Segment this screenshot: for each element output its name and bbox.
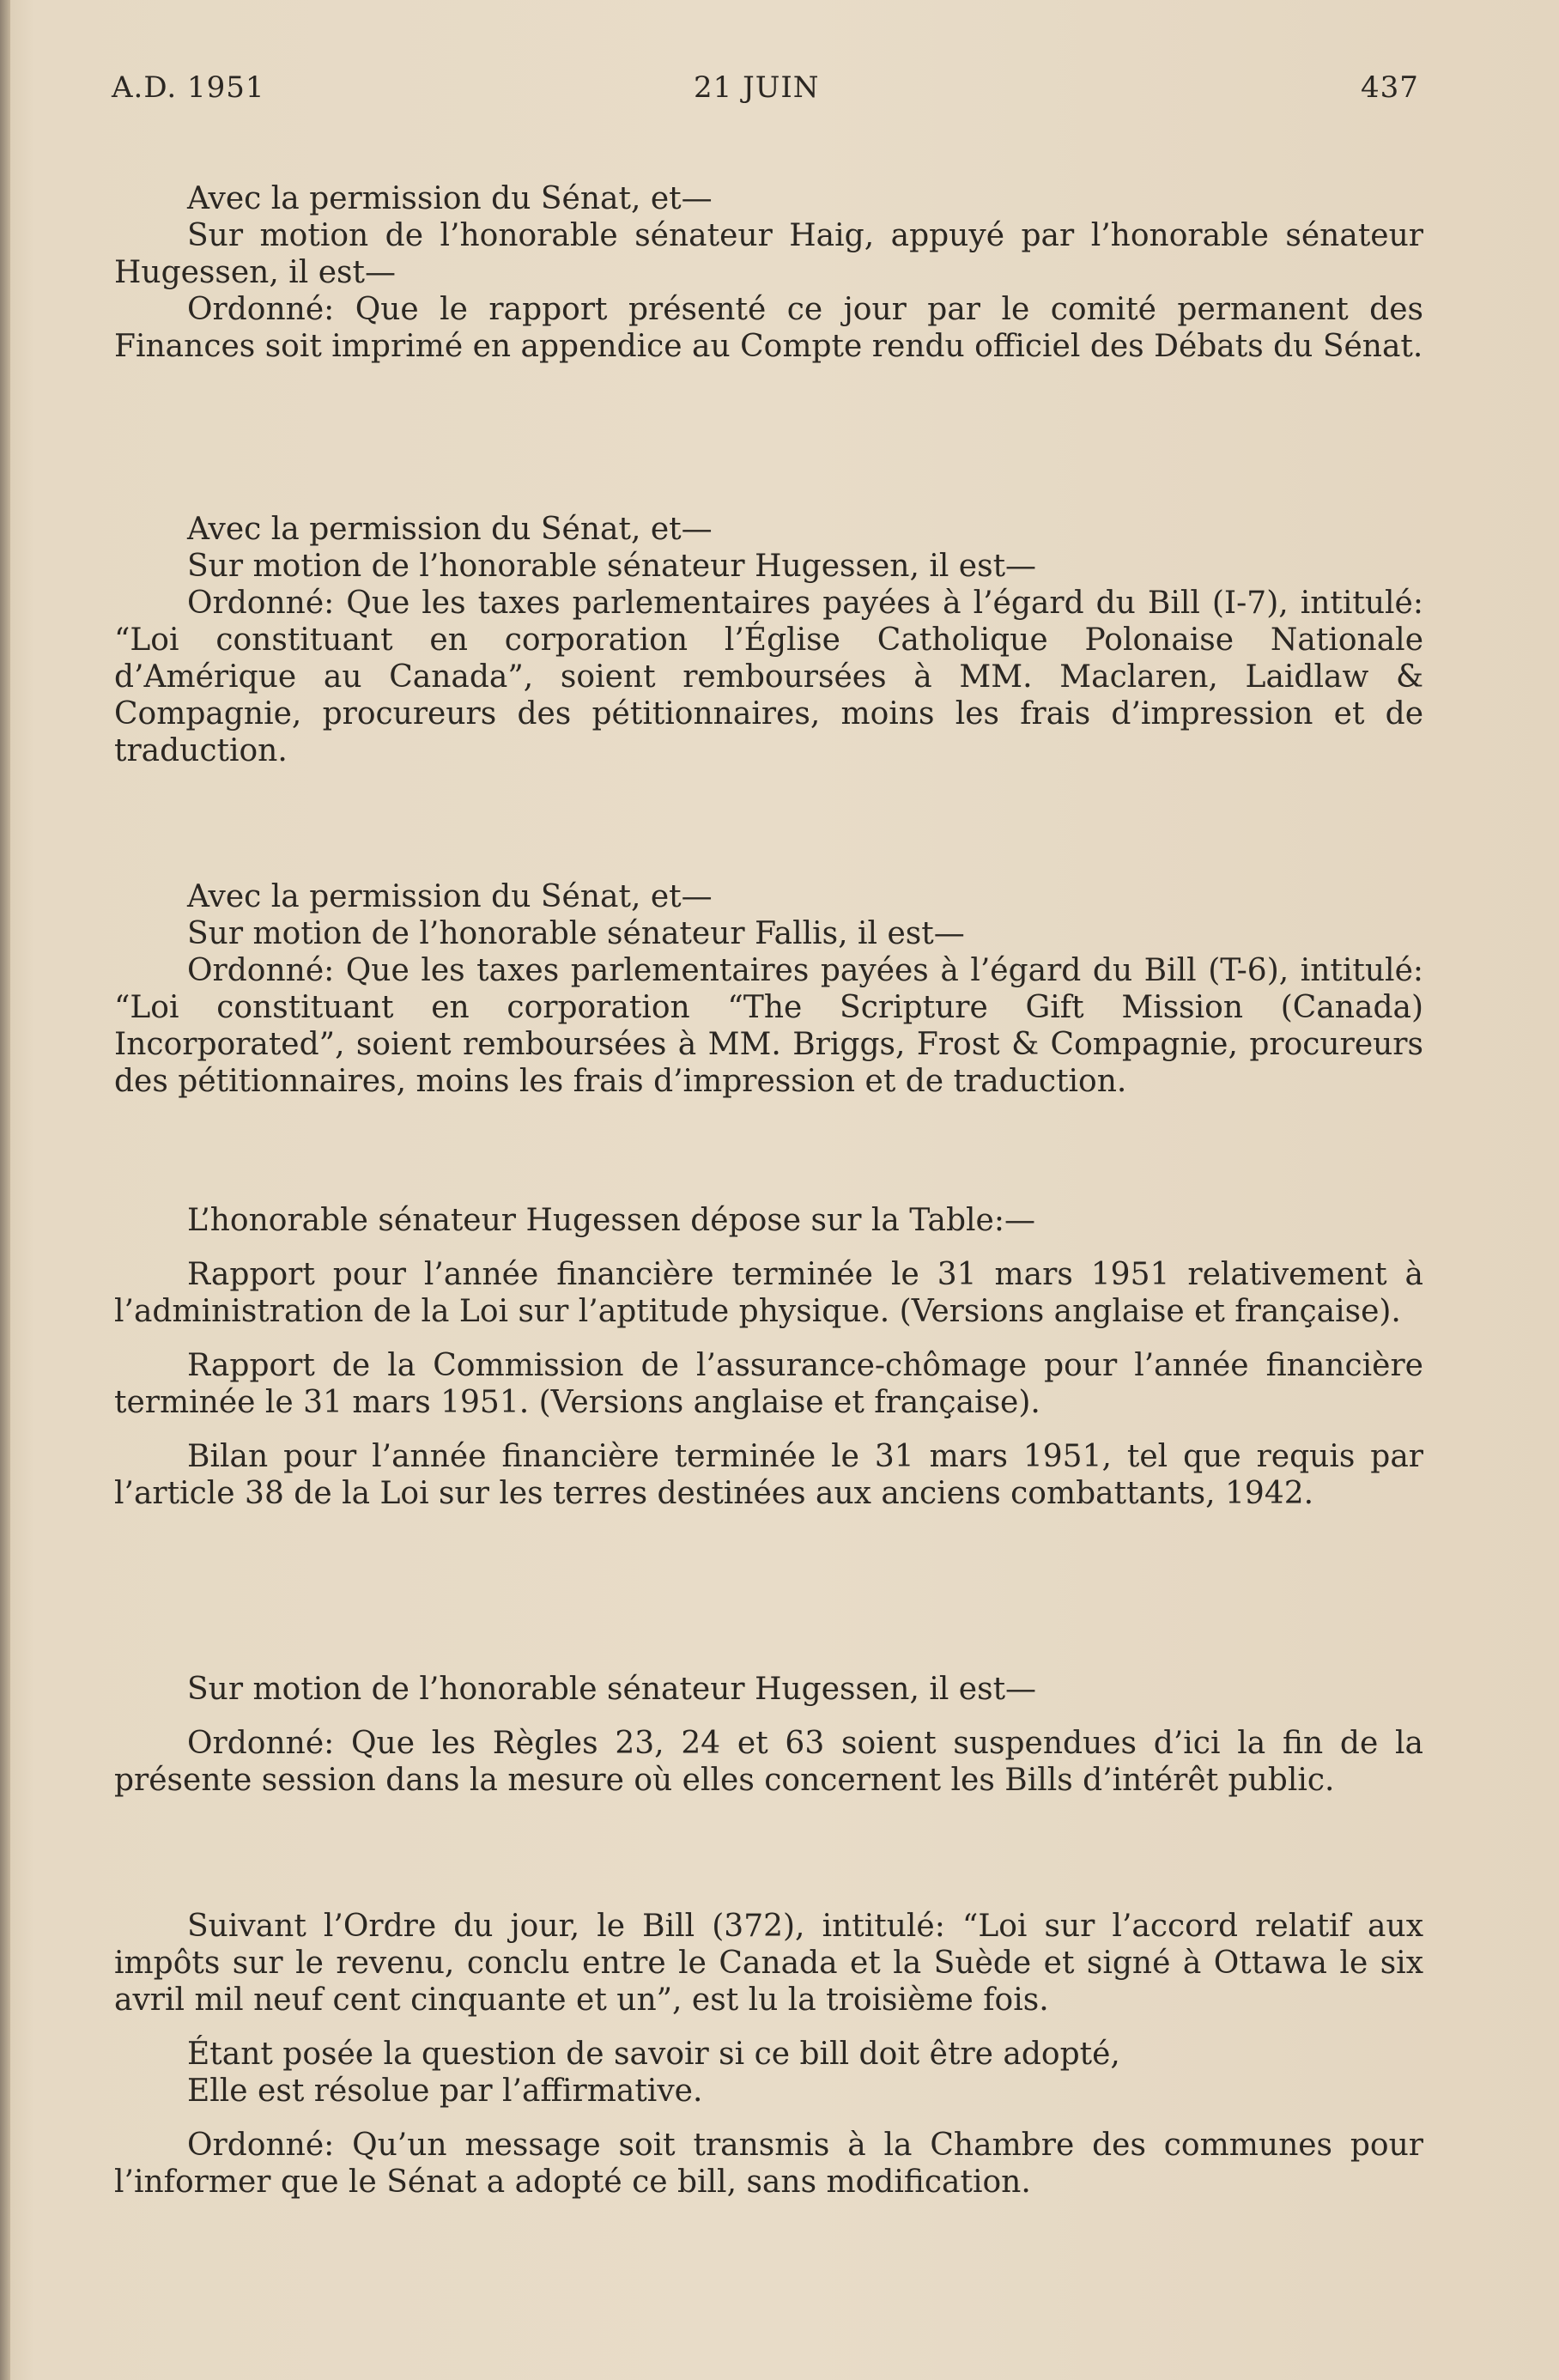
page-binding-edge xyxy=(0,0,10,2380)
entry-intro: Avec la permission du Sénat, et— xyxy=(187,879,713,914)
tabled-document: Bilan pour l’année financière terminée le 31 mars 1951, tel que requis par l’article 38 de la Loi sur les terres destinées aux anciens combattants, 1942. xyxy=(114,1439,1423,1511)
entry-order: Ordonné: Que le rapport présenté ce jour par le comité permanent des Finances soit imprimé en appendice au Compte rendu officiel des Débats du Sénat. xyxy=(114,292,1423,364)
entry-motion: Sur motion de l’honorable sénateur Fallis, il est— xyxy=(187,916,965,951)
entry-question: Étant posée la question de savoir si ce bill doit être adopté, xyxy=(187,2037,1120,2072)
minute-entry xyxy=(114,1202,1423,1512)
entry-motion: Sur motion de l’honorable sénateur Hugessen, il est— xyxy=(187,549,1037,584)
header-date: 21 JUIN xyxy=(694,70,820,105)
minute-entry xyxy=(114,878,1423,1100)
page-number: 437 xyxy=(1361,70,1419,105)
tabled-document: Rapport pour l’année financière terminée le 31 mars 1951 relativement à l’administration de la Loi sur l’aptitude physique. (Versions anglaise et française). xyxy=(114,1257,1423,1329)
entry-result: Elle est résolue par l’affirmative. xyxy=(187,2073,703,2109)
minute-entry xyxy=(114,1908,1423,2201)
page-header xyxy=(0,70,1559,113)
entry-order: Ordonné: Que les taxes parlementaires payées à l’égard du Bill (T-6), intitulé: “Loi constituant en corporation “The Scripture Gift Mission (Canada) Incorporated”, soient remboursées à MM. Briggs, Frost & Compagnie, procureurs des pétitionnaires, moins les frais d’impression et de traduction. xyxy=(114,953,1423,1099)
entry-intro: L’honorable sénateur Hugessen dépose sur la Table:— xyxy=(187,1203,1035,1238)
entry-intro: Avec la permission du Sénat, et— xyxy=(187,512,713,547)
minute-entry xyxy=(114,1671,1423,1799)
entry-motion: Sur motion de l’honorable sénateur Haig, appuyé par l’honorable sénateur Hugessen, il est— xyxy=(114,218,1423,290)
minute-entry xyxy=(114,511,1423,769)
minute-entry xyxy=(114,180,1423,365)
entry-intro: Avec la permission du Sénat, et— xyxy=(187,181,713,216)
entry-reading: Suivant l’Ordre du jour, le Bill (372), intitulé: “Loi sur l’accord relatif aux impôts sur le revenu, conclu entre le Canada et la Suède et signé à Ottawa le six avril mil neuf cent cinquante et un”, est lu la troisième fois. xyxy=(114,1909,1423,2018)
entry-order: Ordonné: Que les taxes parlementaires payées à l’égard du Bill (I-7), intitulé: “Loi constituant en corporation l’Église Catholique Polonaise Nationale d’Amérique au Canada”, soient remboursées à MM. Maclaren, Laidlaw & Compagnie, procureurs des pétitionnaires, moins les frais d’impression et de traduction. xyxy=(114,586,1423,768)
header-year: A.D. 1951 xyxy=(112,70,265,105)
tabled-document: Rapport de la Commission de l’assurance-chômage pour l’année financière terminée le 31 mars 1951. (Versions anglaise et française). xyxy=(114,1348,1423,1420)
entry-order: Ordonné: Que les Règles 23, 24 et 63 soient suspendues d’ici la fin de la présente session dans la mesure où elles concernent les Bills d’intérêt public. xyxy=(114,1726,1423,1798)
entry-order: Ordonné: Qu’un message soit transmis à la Chambre des communes pour l’informer que le Sénat a adopté ce bill, sans modification. xyxy=(114,2128,1423,2200)
entry-motion: Sur motion de l’honorable sénateur Hugessen, il est— xyxy=(187,1672,1037,1707)
